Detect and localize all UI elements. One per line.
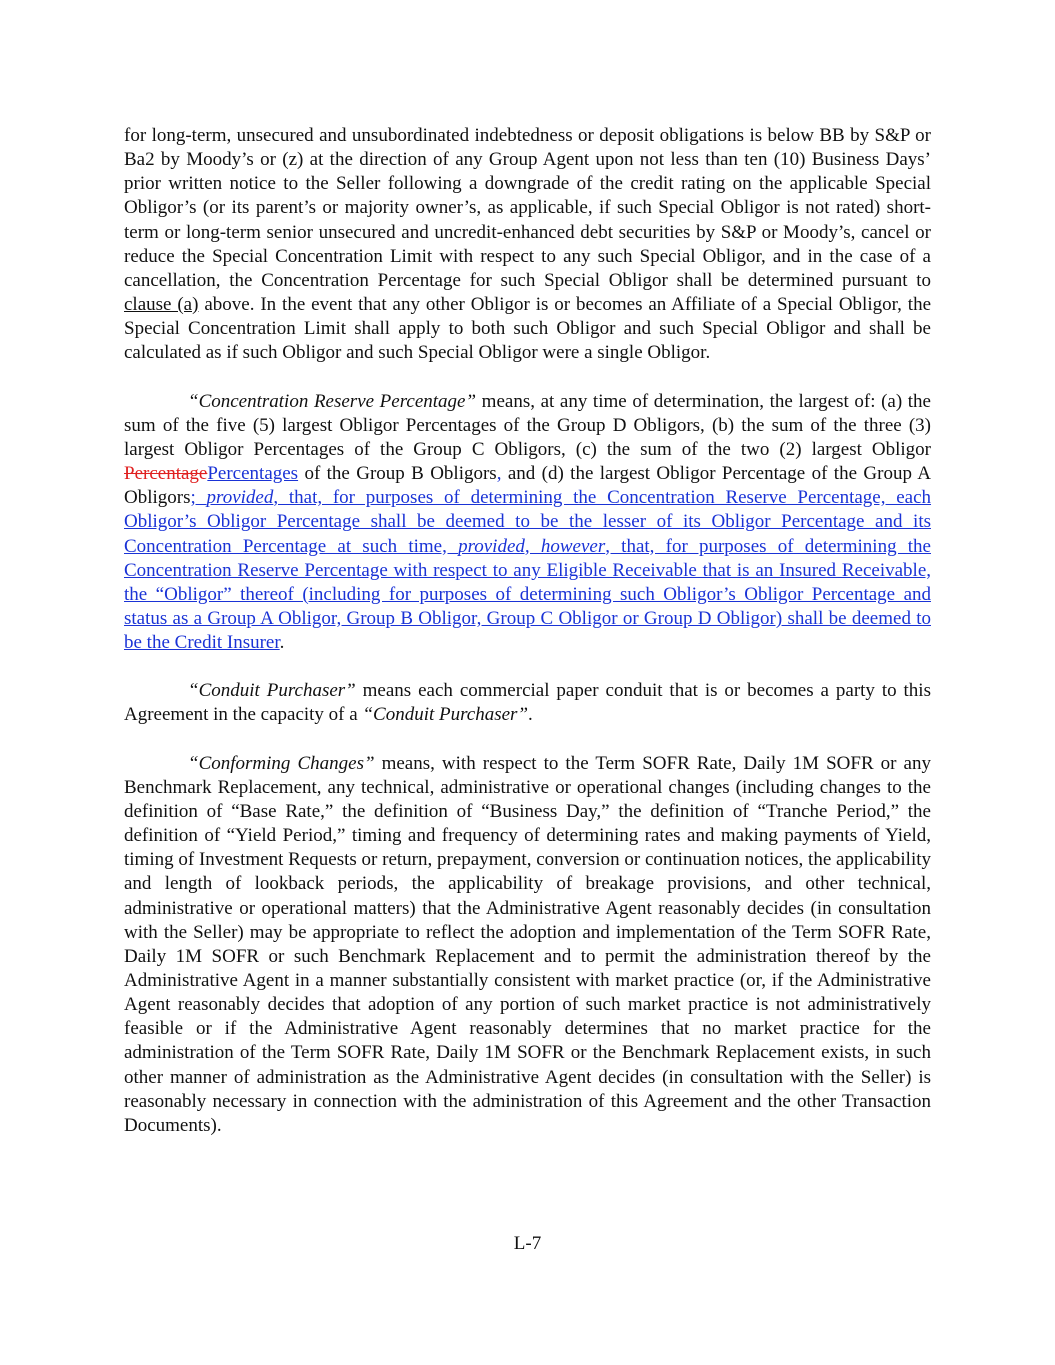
- clause-a-reference: clause (a): [124, 294, 199, 316]
- para1-text-part1: for long-term, unsecured and unsubordinated indebtedness or deposit obligations is below BB by S&P or Ba2 by Moody’s or (z) at the direction of any Group Agent upon not less than ten (10) Business Days’ prior written notice to the Seller following a downgrade of the credit rating on the applicable Special Obligor’s (or its parent’s or majority owner’s, as applicable, if such Special Obligor is not rated) short-term or long-term senior unsecured and uncredit-enhanced debt securities by S&P or Moody’s, cancel or reduce the Special Concentration Limit with respect to any such Special Obligor, and in the case of a cancellation, the Concentration Percentage for such Special Obligor shall be determined pursuant to: [124, 125, 931, 291]
- defined-term: “Conforming Changes”: [188, 752, 375, 774]
- definition-end: .: [279, 632, 285, 654]
- inserted-text: Percentages: [207, 463, 299, 485]
- definition-text: of the Group B Obligors: [298, 463, 497, 485]
- definition-text: means, at any time of determination, the largest of: (a) the sum of the five (5) largest Obligor Percentages of the Group D Obligors, (b) the sum of the three (3) largest Obligor Percentages of the Group C Obligors, (c) the sum of the two (2) largest Obligor: [124, 390, 931, 460]
- defined-term-reference: “Conduit Purchaser”: [362, 704, 529, 726]
- defined-term: “Concentration Reserve Percentage”: [188, 390, 477, 412]
- deleted-text: Percentage: [124, 463, 208, 485]
- inserted-text: , that, for purposes of determining the Concentration Reserve Percentage with respect to any Eligible Receivable that is an Insured Receivable, the “Obligor” thereof (including for purposes of determining such Obligor’s Obligor Percentage and status as a Group A Obligor, Group B Obligor, Group C Obligor or Group D Obligor) shall be deemed to be the Credit Insurer: [124, 535, 931, 654]
- inserted-text: ,: [496, 463, 502, 485]
- inserted-text-italic: provided: [206, 487, 274, 509]
- definition-conduit-purchaser: [124, 679, 931, 727]
- defined-term: “Conduit Purchaser”: [188, 680, 356, 702]
- inserted-text-italic: provided, however: [458, 535, 606, 557]
- definition-text: means, with respect to the Term SOFR Rate, Daily 1M SOFR or any Benchmark Replacement, any technical, administrative or operational changes (including changes to the definition of “Base Rate,” the definition of “Business Day,” the definition of “Tranche Period,” the definition of “Yield Period,” timing and frequency of determining rates and making payments of Yield, timing of Investment Requests or return, prepayment, conversion or continuation notices, the applicability and length of lookback periods, the applicability of breakage provisions, and other technical, administrative or operational matters) that the Administrative Agent reasonably decides (in consultation with the Seller) may be appropriate to reflect the adoption and implementation of the Term SOFR Rate, Daily 1M SOFR or such Benchmark Replacement and to permit the administration thereof by the Administrative Agent in a manner substantially consistent with market practice (or, if the Administrative Agent reasonably decides that adoption of any portion of such market practice is not administratively feasible or if the Administrative Agent reasonably determines that no market practice for the administration of the Term SOFR Rate, Daily 1M SOFR or the Benchmark Replacement exists, in such other manner of administration as the Administrative Agent decides (in consultation with the Seller) is reasonably necessary in connection with the administration of this Agreement and the other Transaction Documents).: [124, 752, 931, 1136]
- para1-text-part2: above. In the event that any other Obligor is or becomes an Affiliate of a Special Obligor, the Special Concentration Limit shall apply to both such Obligor and such Special Obligor and shall be calculated as if such Obligor and such Special Obligor were a single Obligor.: [124, 294, 932, 364]
- definition-end: .: [528, 704, 533, 726]
- definition-conforming-changes: [124, 752, 931, 1139]
- inserted-text: ;: [190, 487, 207, 509]
- page-number: L-7: [513, 1233, 542, 1254]
- definition-text: means each commercial paper conduit that is or becomes a party to this Agreement in the capacity of a: [124, 680, 931, 726]
- document-page: [124, 124, 931, 1162]
- definition-text: and (d) the largest Obligor Percentage of the Group A Obligors: [124, 463, 931, 509]
- definition-concentration-reserve-percentage: [124, 390, 931, 656]
- paragraph-special-concentration-continuation: [124, 124, 931, 366]
- inserted-text: , that, for purposes of determining the Concentration Reserve Percentage, each Obligor’s Obligor Percentage shall be deemed to be the lesser of its Obligor Percentage and its Concentration Percentage at such time,: [124, 487, 932, 557]
